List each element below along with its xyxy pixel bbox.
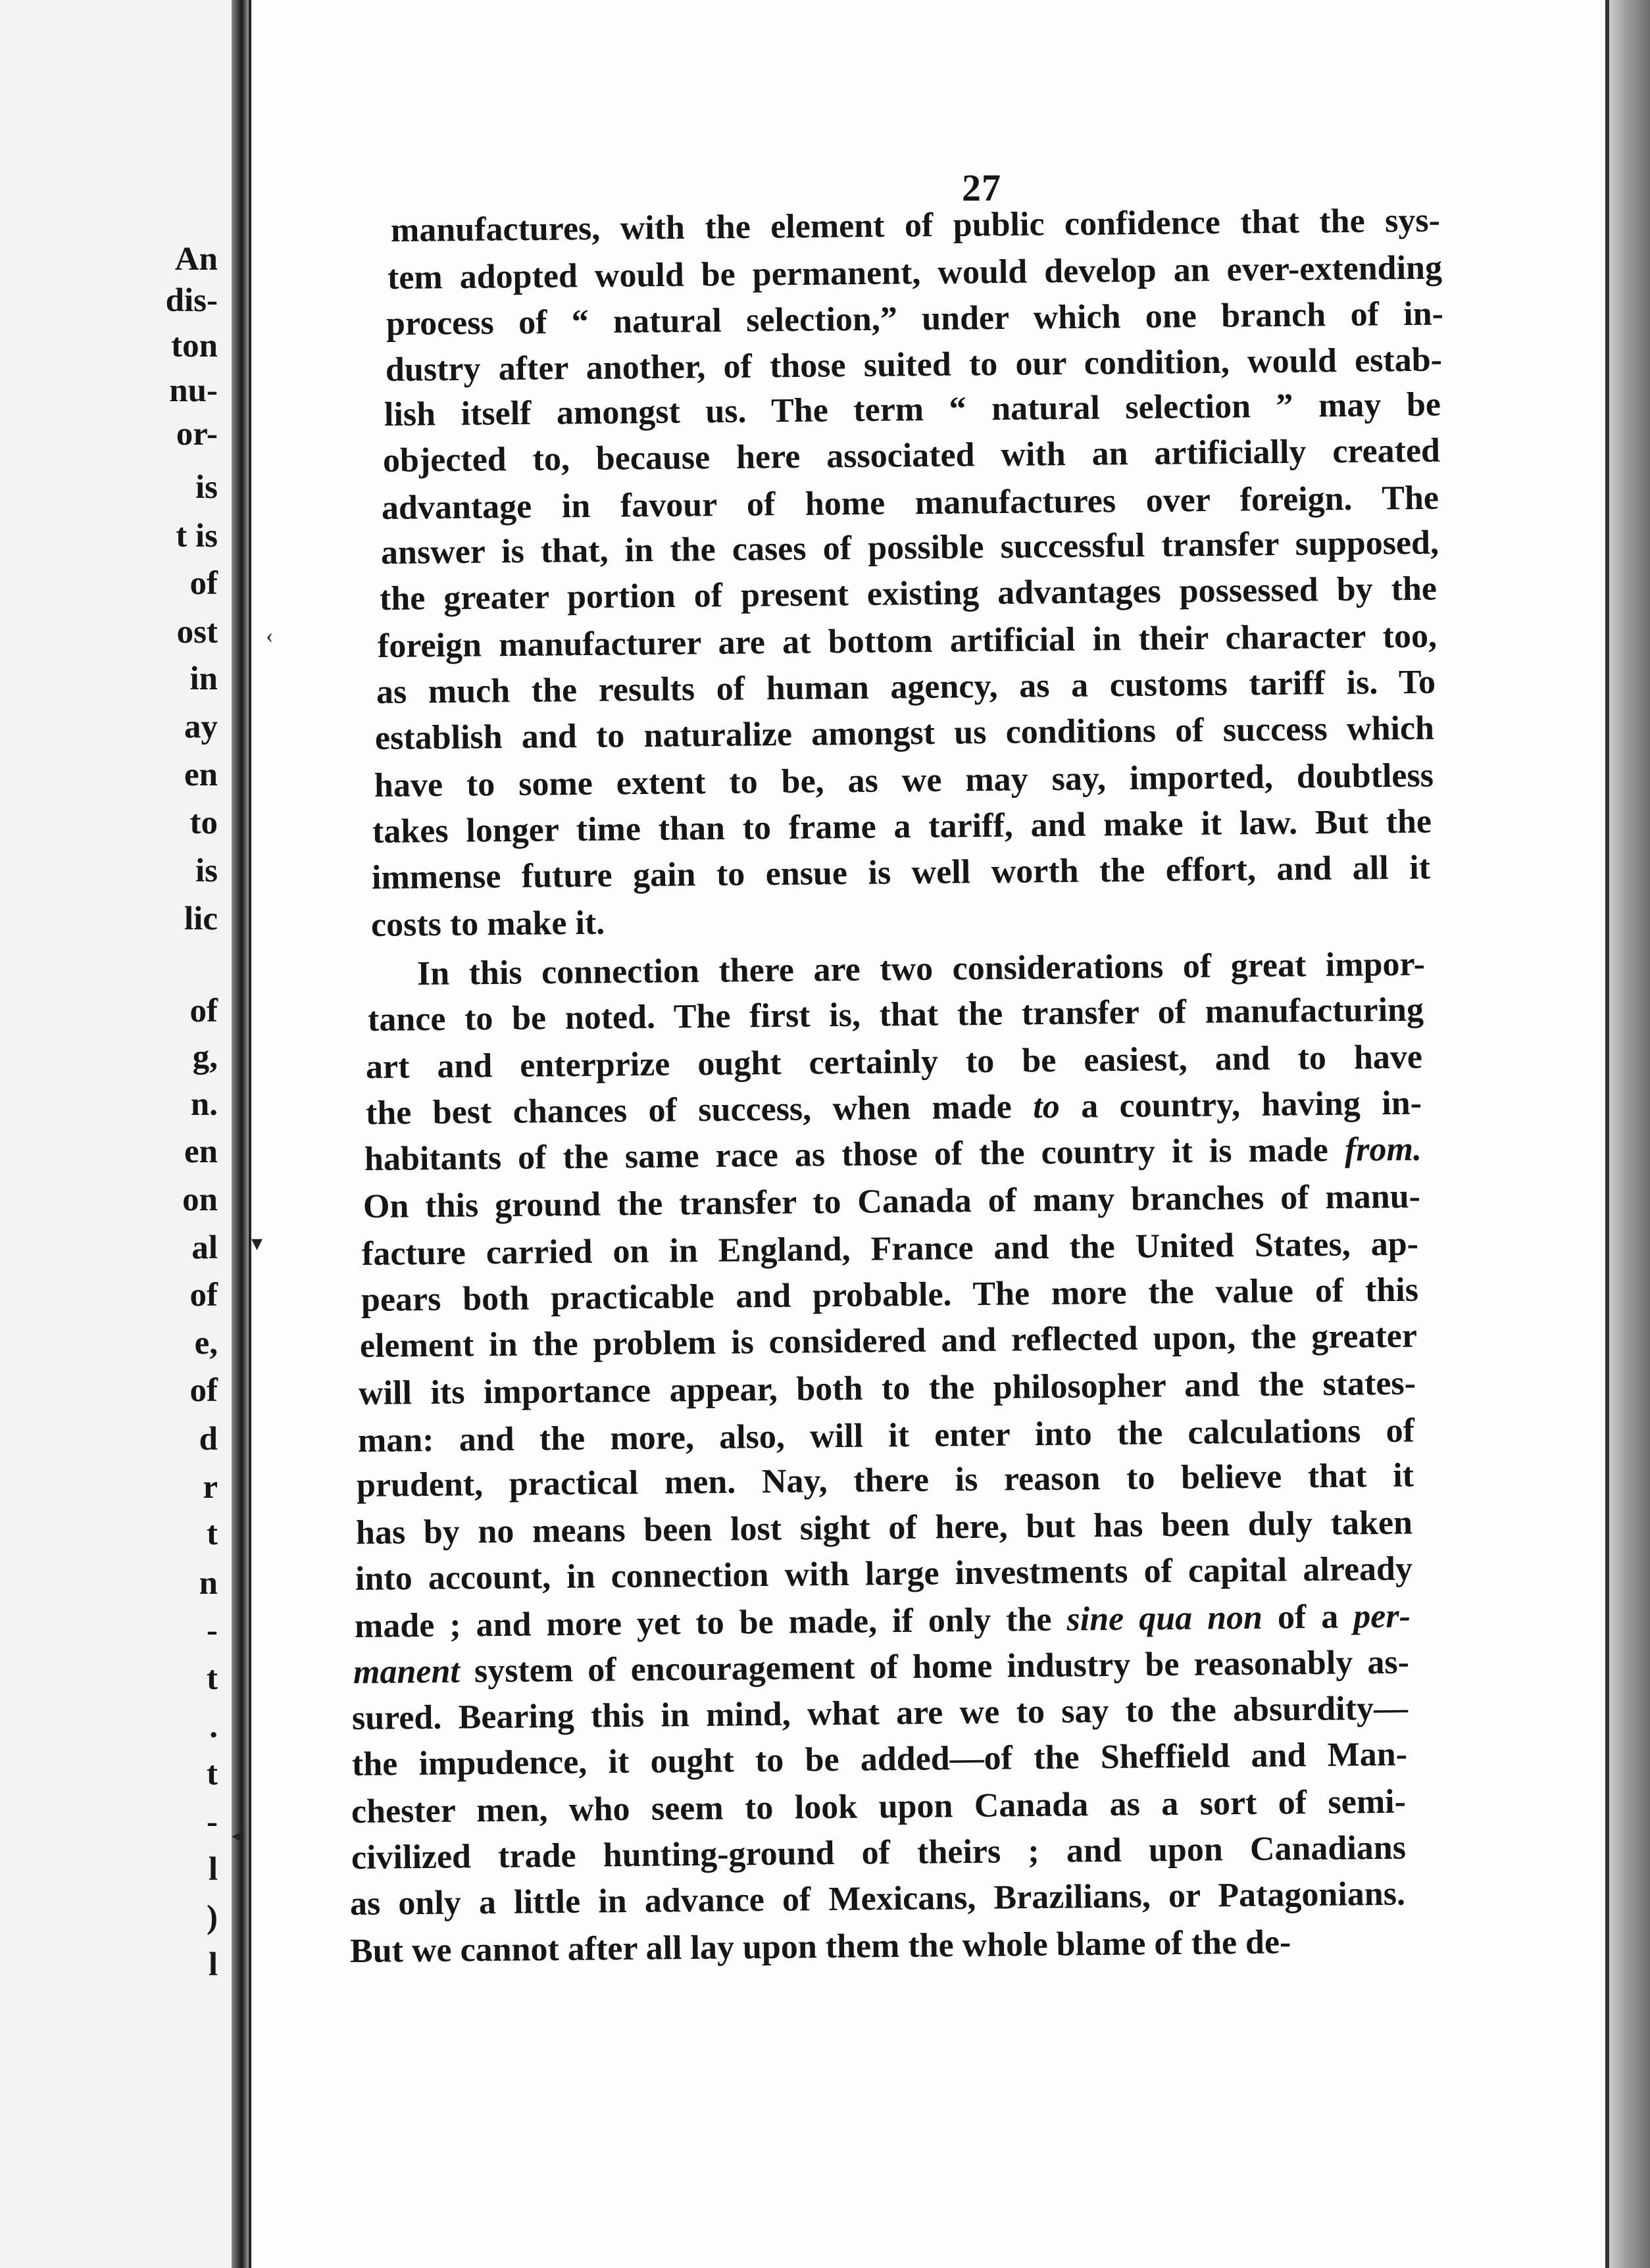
facing-page-fragment: en <box>184 756 218 793</box>
text-line: pears both practicable and probable. The more the value of this <box>361 1271 1419 1319</box>
margin-mark: ◂ <box>232 1823 243 1848</box>
text-line: the greater portion of present existing advantages possessed by the <box>379 570 1438 618</box>
facing-page-fragment: An <box>174 241 218 278</box>
text-line: has by no means been lost sight of here, but has been duly taken <box>355 1504 1413 1552</box>
text-line: man: and the more, also, will it enter into the calculations of <box>357 1412 1415 1460</box>
text-line: costs to make it. <box>370 904 605 944</box>
facing-page-fragment: l <box>208 1851 218 1888</box>
facing-page-fragment: of <box>189 565 218 602</box>
text-line: art and enterprize ought certainly to be easiest, and to have <box>365 1038 1423 1086</box>
facing-page-fragment: or- <box>176 416 218 453</box>
page-number: 27 <box>962 166 1001 209</box>
text-line: tance to be noted. The first is, that the transfer of manufacturing <box>367 991 1424 1039</box>
text-line: have to some extent to be, as we may say, imported, doubtless <box>374 756 1434 804</box>
text-line: On this ground the transfer to Canada of many branches of manu- <box>362 1177 1421 1225</box>
text-line: facture carried on in England, France and the United States, ap- <box>361 1225 1419 1273</box>
text-line: element in the problem is considered and reflected upon, the greater <box>359 1317 1418 1365</box>
facing-page-fragment: n. <box>190 1086 218 1123</box>
facing-page-fragment: t is <box>176 518 218 555</box>
text-line: dustry after another, of those suited to our condition, would estab- <box>385 341 1443 389</box>
facing-page-fragment: d <box>199 1421 218 1458</box>
facing-page-fragment: to <box>189 804 218 841</box>
page-27 <box>232 0 1611 2268</box>
facing-page-fragment: t <box>207 1756 218 1792</box>
text-line: as much the results of human agency, as a customs tariff is. To <box>376 663 1436 711</box>
margin-mark: ‹ <box>266 624 274 648</box>
facing-page-fragment: t <box>207 1516 218 1552</box>
facing-page-fragment: ton <box>171 328 218 364</box>
facing-page-fragment: al <box>191 1229 218 1266</box>
text-line: immense future gain to ensue is well worth the effort, and all it <box>371 849 1431 897</box>
facing-page-fragment: . <box>209 1708 218 1745</box>
facing-page-left <box>0 0 234 2268</box>
facing-page-fragment: l <box>208 1946 218 1983</box>
facing-page-fragment: en <box>184 1133 218 1170</box>
facing-page-fragment: of <box>189 1277 218 1314</box>
text-line: the impudence, it ought to be added—of the Sheffield and Man- <box>351 1735 1408 1783</box>
text-line: process of “ natural selection,” under which one branch of in- <box>386 295 1444 343</box>
facing-page-fragment: of <box>189 1372 218 1409</box>
text-line: takes longer time than to frame a tariff, and make it law. But the <box>372 802 1432 851</box>
text-line: foreign manufacturer are at bottom artificial in their character too, <box>377 617 1438 665</box>
facing-page-fragment: g, <box>192 1039 218 1075</box>
text-line: lish itself amongst us. The term “ natural selection ” may be <box>384 385 1441 433</box>
facing-page-fragment: is <box>195 469 218 506</box>
facing-page-fragment: dis- <box>165 282 218 319</box>
text-line: chester men, who seem to look upon Canada as a sort of semi- <box>351 1783 1407 1831</box>
book-fore-edge-line <box>1605 0 1609 2268</box>
text-line: sured. Bearing this in mind, what are we to say to the absurdity— <box>351 1689 1409 1737</box>
text-line: as only a little in advance of Mexicans, Brazilians, or Patagonians. <box>349 1875 1406 1923</box>
facing-page-fragment: on <box>182 1181 218 1218</box>
text-line: will its importance appear, both to the philosopher and the states- <box>358 1364 1416 1412</box>
text-line: habitants of the same race as those of the country it is made from. <box>364 1130 1422 1178</box>
text-line: But we cannot after all lay upon them the whole blame of the de- <box>349 1923 1291 1970</box>
text-line: tem adopted would be permanent, would develop an ever-extending <box>387 249 1443 297</box>
facing-page-fragment: ) <box>207 1899 218 1936</box>
facing-page-fragment: r <box>203 1469 218 1506</box>
facing-page-fragment: - <box>207 1804 218 1840</box>
facing-page-fragment: lic <box>184 900 218 937</box>
text-line: manent system of encouragement of home industry be reasonably as- <box>353 1643 1410 1691</box>
facing-page-fragment: is <box>195 852 218 889</box>
text-line: manufactures, with the element of public confidence that the sys- <box>390 201 1441 249</box>
book-gutter <box>232 0 249 2268</box>
text-line: establish and to naturalize amongst us conditions of success which <box>374 709 1435 757</box>
text-line: into account, in connection with large investments of capital already <box>355 1550 1413 1598</box>
facing-page-fragment: nu- <box>169 372 218 409</box>
text-line: prudent, practical men. Nay, there is reason to believe that it <box>356 1456 1414 1504</box>
facing-page-fragment: t <box>207 1660 218 1697</box>
facing-page-fragment: - <box>207 1612 218 1649</box>
facing-page-fragment: n <box>199 1565 218 1602</box>
facing-page-fragment: in <box>189 660 218 697</box>
facing-page-fragment: e, <box>194 1325 218 1362</box>
text-line: objected to, because here associated with an artificially created <box>382 431 1441 480</box>
text-line: civilized trade hunting-ground of theirs ; and upon Canadians <box>351 1829 1407 1877</box>
facing-page-fragment: ost <box>176 614 218 651</box>
text-line: advantage in favour of home manufactures over foreign. The <box>381 479 1439 527</box>
text-line: the best chances of success, when made to a country, having in- <box>365 1084 1422 1132</box>
facing-page-fragment: of <box>189 993 218 1029</box>
text-line: answer is that, in the cases of possible successful transfer supposed, <box>380 524 1439 572</box>
book-fore-edge <box>1605 0 1650 2268</box>
text-line: made ; and more yet to be made, if only the sine qua non of a per- <box>354 1597 1411 1645</box>
margin-mark: ▾ <box>251 1231 263 1256</box>
facing-page-fragment: ay <box>184 708 218 745</box>
text-line: In this connection there are two considerations of great impor- <box>416 945 1426 993</box>
